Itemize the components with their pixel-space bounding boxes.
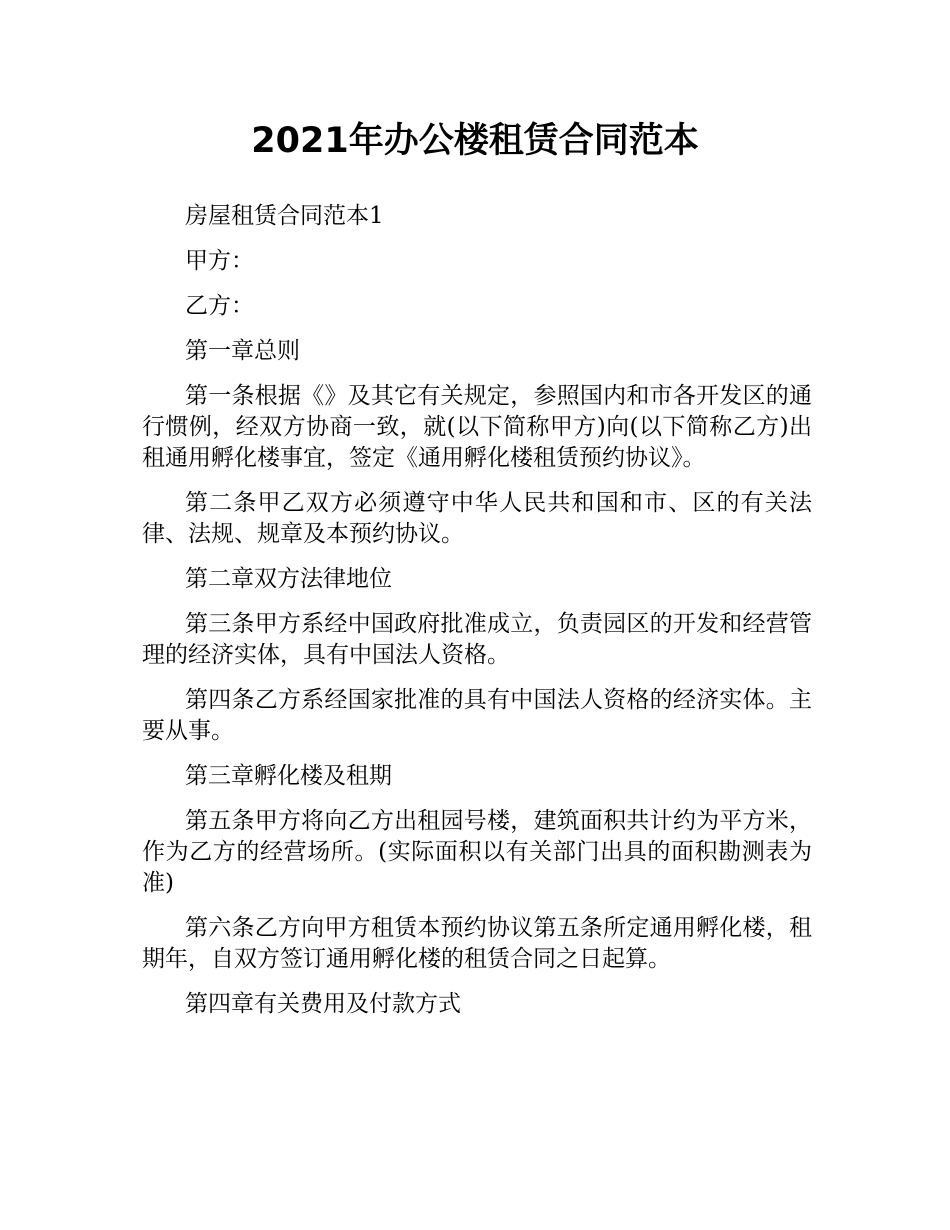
document-title: 2021年办公楼租赁合同范本 bbox=[251, 121, 699, 161]
paragraph-chapter-2: 第二章双方法律地位 bbox=[185, 566, 392, 592]
paragraph-article-4: 第四条乙方系经国家批准的具有中国法人资格的经济实体。主要从事。 bbox=[142, 687, 812, 744]
document-body bbox=[142, 201, 812, 1034]
paragraph-article-6: 第六条乙方向甲方租赁本预约协议第五条所定通用孵化楼，租期年，自双方签订通用孵化楼的租赁合同之日起算。 bbox=[142, 915, 812, 972]
paragraph-party-a: 甲方： bbox=[185, 248, 254, 274]
paragraph-party-b: 乙方： bbox=[185, 293, 254, 319]
paragraph-article-5: 第五条甲方将向乙方出租园号楼，建筑面积共计约为平方米，作为乙方的经营场所。(实际面积以有关部门出具的面积勘测表为准) bbox=[142, 808, 812, 896]
paragraph-chapter-1: 第一章总则 bbox=[185, 338, 300, 364]
paragraph-contract-heading: 房屋租赁合同范本1 bbox=[185, 203, 384, 229]
paragraph-chapter-4: 第四章有关费用及付款方式 bbox=[185, 991, 461, 1017]
paragraph-article-1: 第一条根据《》及其它有关规定，参照国内和市各开发区的通行惯例，经双方协商一致，就(以下简称甲方)向(以下简称乙方)出租通用孵化楼事宜，签定《通用孵化楼租赁预约协议》。 bbox=[142, 383, 812, 471]
paragraph-article-3: 第三条甲方系经中国政府批准成立，负责园区的开发和经营管理的经济实体，具有中国法人资格。 bbox=[142, 611, 812, 668]
paragraph-article-2: 第二条甲乙双方必须遵守中华人民共和国和市、区的有关法律、法规、规章及本预约协议。 bbox=[142, 490, 812, 547]
paragraph-chapter-3: 第三章孵化楼及租期 bbox=[185, 763, 392, 789]
